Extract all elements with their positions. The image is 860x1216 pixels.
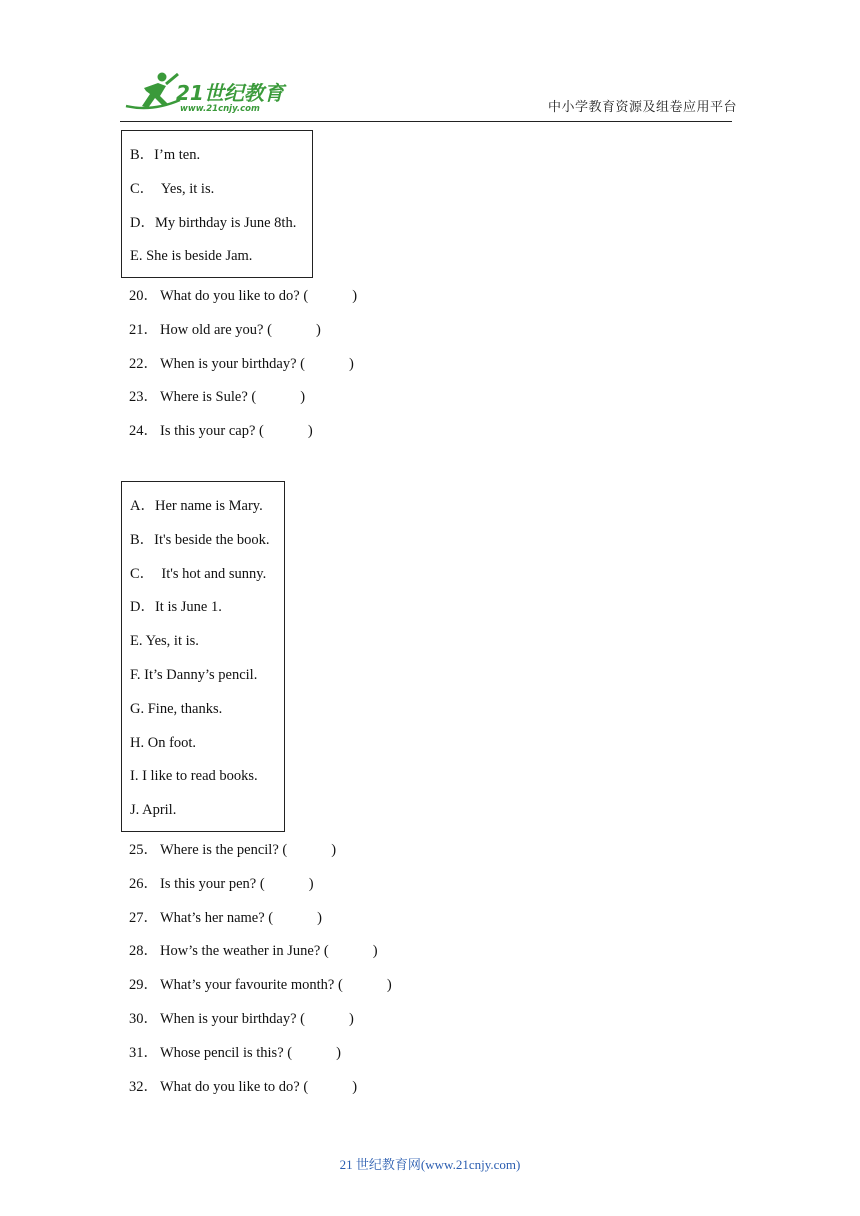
- runner-icon: [126, 73, 180, 109]
- question-29: 29． What’s your favourite month? ( ): [129, 977, 392, 994]
- question-25: 25． Where is the pencil? ( ): [129, 842, 337, 858]
- question-list-2: [129, 840, 392, 1110]
- option-d: D．It is June 1.: [130, 599, 222, 616]
- question-32: 32． What do you like to do? ( ): [129, 1078, 358, 1095]
- question-list-1: [129, 286, 357, 455]
- option-b: B．I’m ten.: [130, 147, 201, 163]
- option-d: D．My birthday is June 8th.: [130, 214, 297, 231]
- question-27: 27． What’s her name? ( ): [129, 909, 322, 926]
- question-22: 22． When is your birthday? ( ): [129, 355, 354, 372]
- page-footer: 21 世纪教育网(www.21cnjy.com): [339, 1157, 521, 1172]
- option-e: E. She is beside Jam.: [130, 248, 253, 265]
- option-a: A．Her name is Mary.: [130, 498, 263, 514]
- header-platform-title: 中小学教育资源及组卷应用平台: [548, 100, 738, 115]
- logo-text: 21世纪教育: [176, 81, 284, 105]
- options-box-1: [121, 130, 313, 278]
- question-23: 23． Where is Sule? ( ): [129, 389, 306, 406]
- options-box-2: [121, 481, 285, 832]
- question-24: 24． Is this your cap? ( ): [129, 423, 313, 440]
- option-g: G. Fine, thanks.: [130, 700, 223, 717]
- question-21: 21． How old are you? ( ): [129, 321, 321, 338]
- logo-url: www.21cnjy.com: [180, 104, 260, 114]
- option-b: B．It's beside the book.: [130, 531, 270, 548]
- question-26: 26． Is this your pen? ( ): [129, 875, 314, 892]
- header-divider: [120, 121, 732, 122]
- option-h: H. On foot.: [130, 734, 197, 751]
- option-e: E. Yes, it is.: [130, 633, 199, 650]
- question-31: 31． Whose pencil is this? ( ): [129, 1044, 341, 1061]
- option-f: F. It’s Danny’s pencil.: [130, 666, 258, 683]
- option-c: C． It's hot and sunny.: [130, 565, 267, 582]
- question-28: 28． How’s the weather in June? ( ): [129, 943, 378, 960]
- site-logo: [122, 70, 292, 116]
- option-c: C． Yes, it is.: [130, 180, 215, 197]
- question-30: 30． When is your birthday? ( ): [129, 1010, 354, 1027]
- question-20: 20． What do you like to do? ( ): [129, 288, 358, 304]
- option-j: J. April.: [130, 802, 177, 819]
- option-i: I. I like to read books.: [130, 768, 258, 785]
